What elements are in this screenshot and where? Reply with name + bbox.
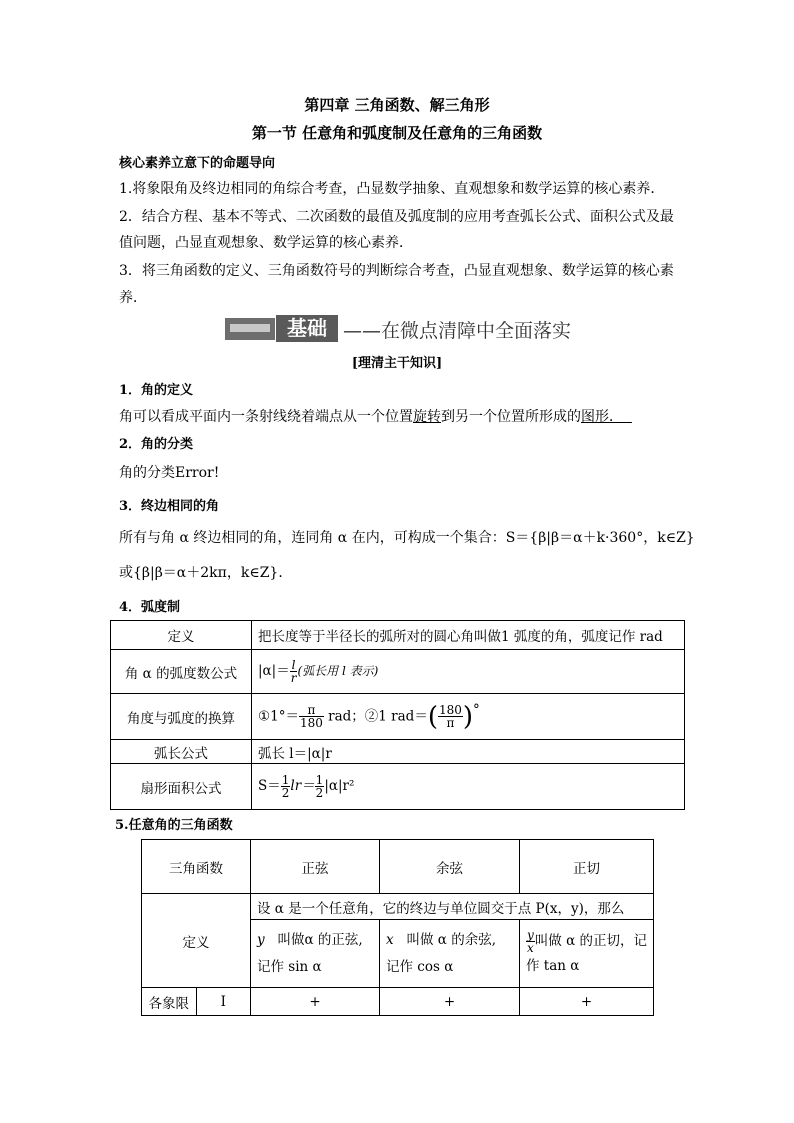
- row-label-definition: 定义: [111, 621, 252, 650]
- section-4-title: 4．弧度制: [119, 600, 181, 615]
- fraction-one-half-2: $\frac{1}{2}$: [315, 773, 324, 800]
- trig-table: [141, 839, 654, 1016]
- table-row: [142, 894, 654, 920]
- table-row: [111, 694, 685, 740]
- subheading: [理清主干知识]: [351, 356, 443, 371]
- s1-underline-rotate: 旋转: [413, 409, 441, 425]
- banner-bar-stripe: [230, 324, 270, 332]
- section-5-title: 5.任意角的三角函数: [115, 818, 233, 833]
- table-row: [111, 764, 685, 810]
- row-value-sector-area: S＝ $\frac{1}{2}$ lr＝ $\frac{1}{2}$ |α|r²: [252, 764, 685, 810]
- guide-item-3-cont: 养．: [119, 290, 147, 306]
- fraction-pi-over-180: $\frac{\pi}{180}$: [299, 703, 323, 730]
- guide-item-3: 3．将三角函数的定义、三角函数符号的判断综合考查，凸显直观想象、数学运算的核心素: [119, 263, 674, 279]
- section-1-text: [119, 406, 632, 426]
- banner-label: 基础: [276, 315, 338, 342]
- header-trig-function: 三角函数: [142, 840, 251, 894]
- section-2-text: 角的分类Error!: [119, 465, 220, 481]
- section-3-line-2: 或{β|β＝α＋2kπ，k∈Z}．: [119, 565, 293, 581]
- s1-mid: 到另一个位置所形成的: [441, 409, 581, 425]
- row-label-definition: 定义: [142, 894, 251, 988]
- row-value-arc-length: 弧长 l＝|α|r: [252, 740, 685, 764]
- radian-table: [110, 620, 685, 810]
- s1-pre: 角可以看成平面内一条射线绕着端点从一个位置: [119, 409, 413, 425]
- tangent-definition: $\frac{y}{x}$ 叫做 α 的正切，记 作 tan α: [520, 920, 654, 988]
- row-value-radian-formula: |α|＝ $\frac{l}{r}$ (弧长用 l 表示): [252, 650, 685, 694]
- table-row: [111, 740, 685, 764]
- quadrant-label: Ⅰ: [196, 988, 251, 1016]
- chapter-title: 第四章 三角函数、解三角形: [304, 96, 490, 114]
- fraction-y-over-x: $\frac{y}{x}$: [527, 928, 534, 955]
- section-3-title: 3．终边相同的角: [119, 499, 220, 514]
- section-title: 第一节 任意角和弧度制及任意角的三角函数: [251, 124, 543, 142]
- cosine-definition: x 叫做 α 的余弦, 记作 cos α: [380, 920, 520, 988]
- guide-item-2: 2．结合方程、基本不等式、二次函数的最值及弧度制的应用考查弧长公式、面积公式及最: [119, 209, 674, 225]
- section-1-title: 1．角的定义: [119, 383, 194, 398]
- section-3-line-1: 所有与角 α 终边相同的角，连同角 α 在内，可构成一个集合：S＝{β|β＝α＋k·360°，k∈Z}: [119, 530, 695, 546]
- table-row: [111, 650, 685, 694]
- row-label-sector-area: 扇形面积公式: [111, 764, 252, 810]
- banner-text: ——在微点清障中全面落实: [343, 320, 572, 342]
- table-row: [111, 621, 685, 650]
- fraction-one-half: $\frac{1}{2}$: [281, 773, 290, 800]
- tangent-sign: +: [520, 988, 654, 1016]
- row-label-quadrant-sign: 各象限: [142, 988, 197, 1016]
- table-row: [142, 988, 654, 1016]
- header-tangent: 正切: [520, 840, 654, 894]
- header-cosine: 余弦: [380, 840, 520, 894]
- table-row: [142, 840, 654, 894]
- row-value-conversion: ①1°＝ $\frac{\pi}{180}$ rad；②1 rad＝( $\frac{180}{\pi}$ )°: [252, 694, 685, 740]
- row-label-radian-formula: 角 α 的弧度数公式: [111, 650, 252, 694]
- row-label-arc-length: 弧长公式: [111, 740, 252, 764]
- section-2-title: 2．角的分类: [119, 437, 194, 452]
- sine-sign: +: [251, 988, 380, 1016]
- row-value-definition: 把长度等于半径长的弧所对的圆心角叫做1 弧度的角，弧度记作 rad: [252, 621, 685, 650]
- guide-item-2-cont: 值问题，凸显直观想象、数学运算的核心素养．: [119, 235, 413, 251]
- s1-underline-figure: 图形．: [581, 409, 623, 425]
- row-label-conversion: 角度与弧度的换算: [111, 694, 252, 740]
- guide-heading: 核心素养立意下的命题导向: [119, 156, 276, 171]
- cosine-sign: +: [380, 988, 520, 1016]
- fraction-180-over-pi: $\frac{180}{\pi}$: [438, 703, 462, 730]
- sine-definition: y 叫做α 的正弦, 记作 sin α: [251, 920, 380, 988]
- definition-intro: 设 α 是一个任意角，它的终边与单位圆交于点 P(x，y)，那么: [251, 894, 654, 920]
- guide-item-1: 1.将象限角及终边相同的角综合考查，凸显数学抽象、直观想象和数学运算的核心素养．: [119, 181, 665, 197]
- fraction-l-over-r: $\frac{l}{r}$: [290, 658, 297, 685]
- header-sine: 正弦: [251, 840, 380, 894]
